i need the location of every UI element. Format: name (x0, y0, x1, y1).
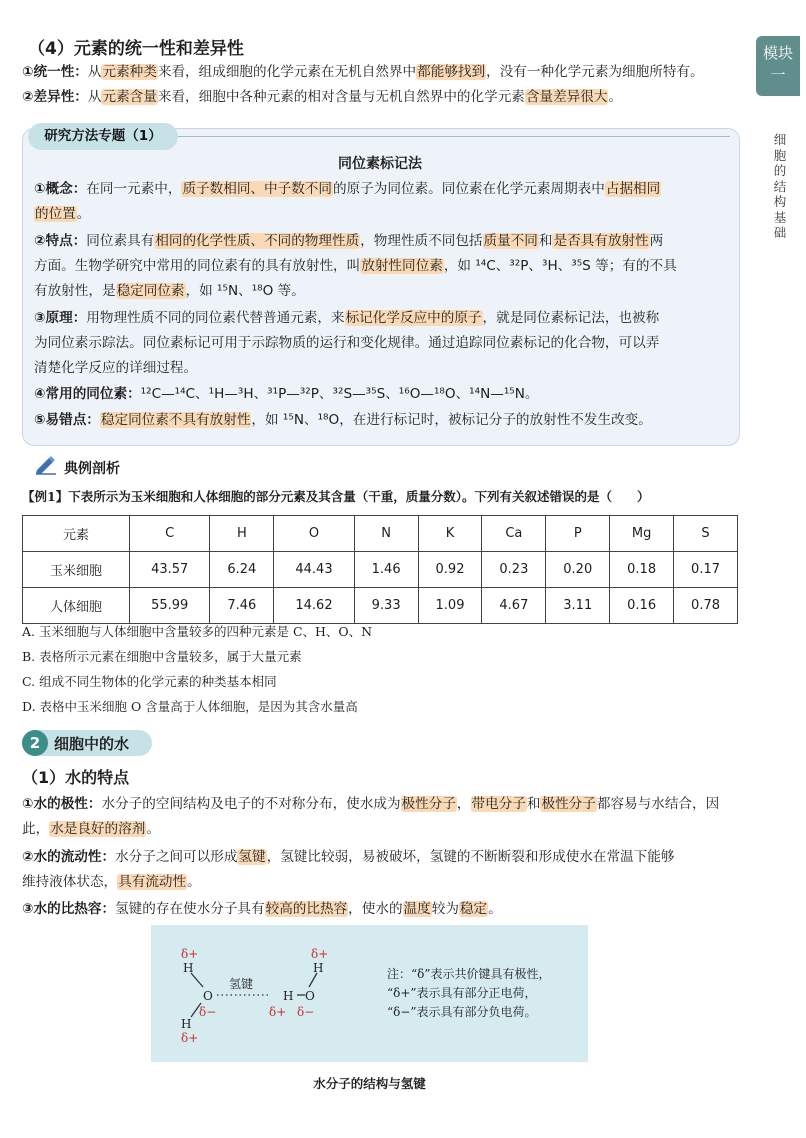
o-atom-left: O (203, 989, 213, 1003)
h-atom-top-right: H (313, 961, 324, 975)
option-b: B. 表格所示元素在细胞中含量较多，属于大量元素 (22, 649, 302, 664)
diagram-note-2: “δ+”表示具有部分正电荷， (387, 986, 537, 1000)
option-d: D. 表格中玉米细胞 O 含量高于人体细胞，是因为其含水量高 (22, 699, 358, 714)
delta-minus-left: δ− (199, 1005, 217, 1019)
element-content-table (22, 515, 738, 624)
polarity-line-1: ①水的极性：水分子的空间结构及电子的不对称分布，使水成为极性分子，带电分子和极性分子都容易与水结合，因 (22, 796, 720, 812)
diagram-note-1: 注：“δ”表示共价键具有极性， (387, 967, 551, 981)
table-row: 玉米细胞 43.57 6.24 44.43 1.46 0.92 0.23 0.20 0.18 0.17 (23, 552, 738, 588)
table-header-row: 元素 C H O N K Ca P Mg S (23, 516, 738, 552)
water-hydrogen-bond-diagram (151, 925, 588, 1062)
unity-line: ①统一性：从元素种类来看，组成细胞的化学元素在无机自然界中都能够找到，没有一种化学元素为细胞所特有。 (22, 64, 704, 80)
h-atom-bottom-left: H (181, 1017, 192, 1031)
pencil-icon (34, 455, 58, 479)
principle-line-1: ③原理：用物理性质不同的同位素代替普通元素，来标记化学反应中的原子，就是同位素标记法，也被称 (34, 310, 660, 326)
section-4-title: （4）元素的统一性和差异性 (28, 39, 244, 59)
concept-line-1: ①概念：在同一元素中，质子数相同、中子数不同的原子为同位素。同位素在化学元素周期表中占据相同 (34, 181, 661, 197)
option-c: C. 组成不同生物体的化学元素的种类基本相同 (22, 674, 277, 689)
delta-plus-bottom-left: δ+ (181, 1031, 199, 1045)
principle-line-3: 清楚化学反应的详细过程。 (34, 360, 198, 376)
module-subtitle: 细胞的结构基础 (773, 132, 787, 240)
delta-plus-top-right: δ+ (311, 947, 329, 961)
error-point-line: ⑤易错点：稳定同位素不具有放射性，如 ¹⁵N、¹⁸O，在进行标记时，被标记分子的放射性不发生改变。 (34, 412, 652, 428)
option-a: A. 玉米细胞与人体细胞中含量较多的四种元素是 C、H、O、N (22, 624, 373, 639)
delta-plus-middle: δ+ (269, 1005, 287, 1019)
concept-line-2: 的位置。 (35, 206, 91, 222)
module-tab (756, 36, 800, 96)
principle-line-2: 为同位素示踪法。同位素标记可用于示踪物质的运行和变化规律。通过追踪同位素标记的化合物，可以弄 (34, 335, 660, 351)
feature-line-2: 方面。生物学研究中常用的同位素有的具有放射性，叫放射性同位素，如 ¹⁴C、³²P、³H、³⁵S 等；有的不具 (34, 258, 677, 274)
h-atom-middle: H (283, 989, 294, 1003)
delta-minus-right: δ− (297, 1005, 315, 1019)
fluidity-line-2: 维持液体状态，具有流动性。 (22, 874, 201, 890)
o-atom-right: O (305, 989, 315, 1003)
divider (178, 136, 730, 137)
feature-line-1: ②特点：同位素具有相同的化学性质、不同的物理性质，物理性质不同包括质量不同和是否具有放射性两 (34, 233, 664, 249)
example-heading: 典例剖析 (64, 461, 120, 477)
section-2-number: 2 (22, 730, 48, 756)
module-tab-label: 模块一 (762, 44, 793, 84)
table-row: 人体细胞 55.99 7.46 14.62 9.33 1.09 4.67 3.11 0.16 0.78 (23, 588, 738, 624)
research-title: 同位素标记法 (338, 156, 422, 172)
research-pill: 研究方法专题（1） (28, 123, 178, 150)
specific-heat-line: ③水的比热容：氢键的存在使水分子具有较高的比热容，使水的温度较为稳定。 (22, 901, 502, 917)
difference-line: ②差异性：从元素含量来看，细胞中各种元素的相对含量与无机自然界中的化学元素含量差异很大。 (22, 89, 623, 105)
hydrogen-bond-label: 氢键 (229, 977, 254, 991)
diagram-note-3: “δ−”表示具有部分负电荷。 (387, 1005, 537, 1019)
polarity-line-2: 此，水是良好的溶剂。 (22, 821, 160, 837)
feature-line-3: 有放射性，是稳定同位素，如 ¹⁵N、¹⁸O 等。 (34, 283, 305, 299)
delta-plus-top-left: δ+ (181, 947, 199, 961)
water-features-title: （1）水的特点 (22, 768, 130, 787)
common-isotopes-line: ④常用的同位素：¹²C—¹⁴C、¹H—³H、³¹P—³²P、³²S—³⁵S、¹⁶O—¹⁸O、¹⁴N—¹⁵N。 (34, 386, 539, 402)
section-2-title: 细胞中的水 (54, 735, 130, 753)
h-atom-top-left: H (183, 961, 194, 975)
example-question: 【例1】下表所示为玉米细胞和人体细胞的部分元素及其含量（干重，质量分数）。下列有关叙述错误的是（ ） (22, 489, 650, 504)
fluidity-line-1: ②水的流动性：水分子之间可以形成氢键，氢键比较弱，易被破坏，氢键的不断断裂和形成使水在常温下能够 (22, 849, 675, 865)
diagram-caption: 水分子的结构与氢键 (313, 1076, 426, 1091)
